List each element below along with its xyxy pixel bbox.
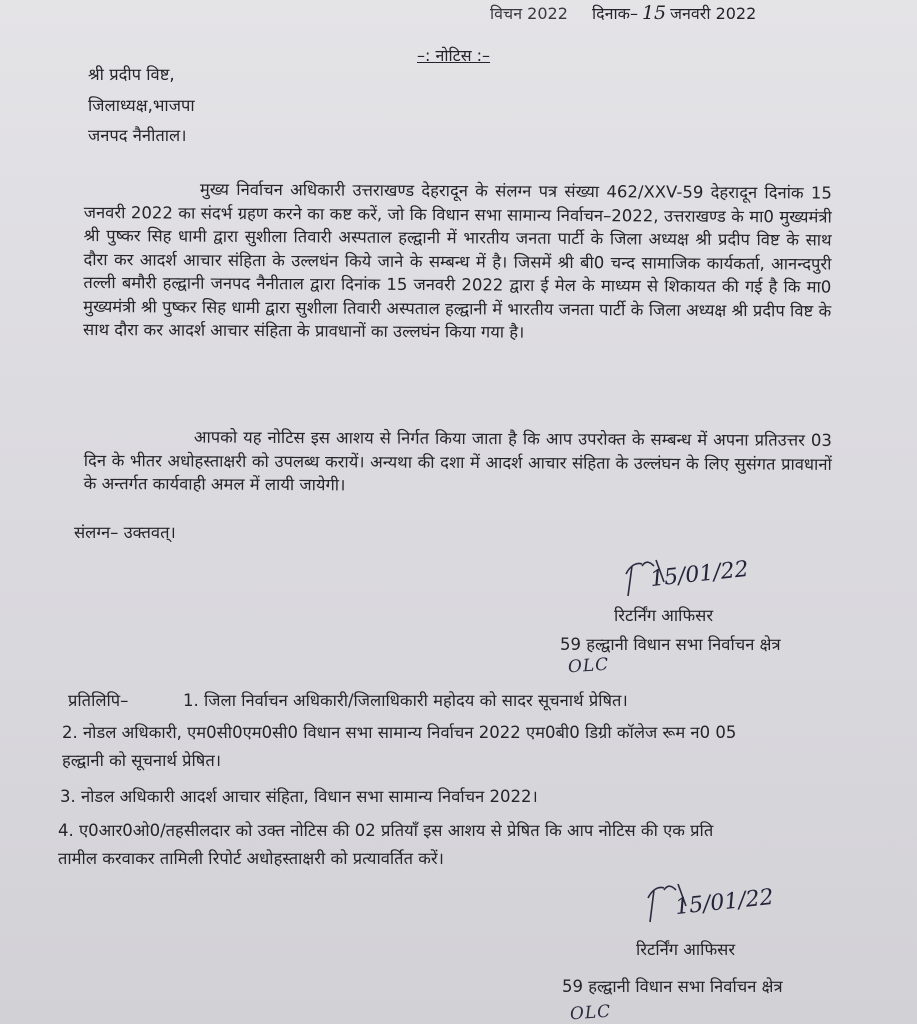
letter-reference-fragment: विचन 2022 (490, 4, 568, 23)
addressee-designation: जिलाध्यक्ष,भाजपा (88, 96, 195, 115)
signature-2-designation: रिटर्निंग आफिसर (636, 940, 736, 959)
body-paragraph-2-text: आपको यह नोटिस इस आशय से निर्गत किया जाता है कि आप उपरोक्त के सम्बन्ध में अपना प्रतिउत्तर 03 दिन के भीतर अधोहस्ताक्षरी को उपलब्ध करायें। अन्यथा की दशा में आदर्श आचार संहिता के उल्लंघन के लिए सुसंगत प्रावधानों के अन्तर्गत कार्यवाही अमल में लायी जायेगी। (83, 427, 832, 495)
body-paragraph-1-text: मुख्य निर्वाचन अधिकारी उत्तराखण्ड देहरादून के संलग्न पत्र संख्या 462/XXV-59 देहरादून दिनांक 15 जनवरी 2022 का संदर्भ ग्रहण करने का कष्ट करें, जो कि विधान सभा सामान्य निर्वाचन–2022, उत्तराखण्ड के मा0 मुख्यमंत्री श्री पुष्कर सिह धामी द्वारा सुशीला तिवारी अस्पताल हल्द्वानी में भारतीय जनता पार्टी के जिला अध्यक्ष श्री प्रदीप विष्ट के साथ दौरा कर आदर्श आचार संहिता के उल्लधंन किये जाने के सम्बन्ध में है। जिसमें श्री बी0 चन्द सामाजिक कार्यकर्ता, आनन्दपुरी तल्ली बमौरी हल्द्वानी जनपद नैनीताल द्वारा दिनांक 15 जनवरी 2022 द्वारा ई मेल के माध्यम से शिकायत की गई है कि मा0 मुख्यमंत्री श्री पुष्कर सिह धामी द्वारा सुशीला तिवारी अस्पताल हल्द्वानी में भारतीय जनता पार्टी के जिला अध्यक्ष श्री प्रदीप विष्ट के साथ दौरा कर आदर्श आचार संहिता के प्रावधानों का उल्लघंन किया गया है। (83, 179, 832, 342)
addressee-name: श्री प्रदीप विष्ट, (88, 65, 175, 84)
date-line (592, 2, 756, 24)
signature-2-office: 59 हल्द्वानी विधान सभा निर्वाचन क्षेत्र (562, 977, 783, 996)
copy-to-item-1: 1. जिला निर्वाचन अधिकारी/जिलाधिकारी महोदय को सादर सूचनार्थ प्रेषित। (183, 691, 628, 710)
date-day: 15 (641, 2, 667, 24)
copy-to-item-4: 4. ए0आर0ओ0/तहसीलदार को उक्त नोटिस की 02 प्रतियॉं इस आशय से प्रेषित कि आप नोटिस की एक प्रति (58, 821, 714, 840)
copy-to-item-4-cont: तामील करवाकर तामिली रिपोर्ट अधोहस्ताक्षरी को प्रत्यावर्तित करें। (58, 849, 444, 868)
enclosure-note: संलग्न– उक्तवत्। (74, 523, 176, 542)
signature-2-initials: OLC (569, 1001, 612, 1024)
copy-to-item-2-cont: हल्द्वानी को सूचनार्थ प्रेषित। (62, 751, 221, 770)
signature-1-date: 15/01/22 (648, 556, 750, 593)
signature-1-office: 59 हल्द्वानी विधान सभा निर्वाचन क्षेत्र (560, 635, 781, 654)
addressee-district: जनपद नैनीताल। (88, 126, 187, 145)
copy-to-label: प्रतिलिपि– (68, 691, 129, 710)
signature-1-designation: रिटर्निंग आफिसर (614, 606, 714, 625)
copy-to-item-3: 3. नोडल अधिकारी आदर्श आचार संहिता, विधान सभा सामान्य निर्वाचन 2022। (60, 787, 538, 806)
signature-2-date: 15/01/22 (673, 884, 775, 921)
body-paragraph-1 (83, 177, 832, 346)
signature-1-initials: OLC (567, 654, 610, 678)
date-label: दिनाक– (592, 4, 638, 23)
copy-to-item-2: 2. नोडल अधिकारी, एम0सी0एम0सी0 विधान सभा सामान्य निर्वाचन 2022 एम0बी0 डिग्री कॉलेज रूम न0 05 (62, 723, 737, 742)
date-month-year: जनवरी 2022 (670, 4, 757, 23)
notice-title: –: नोटिस :– (417, 46, 491, 65)
body-paragraph-2 (84, 425, 832, 499)
